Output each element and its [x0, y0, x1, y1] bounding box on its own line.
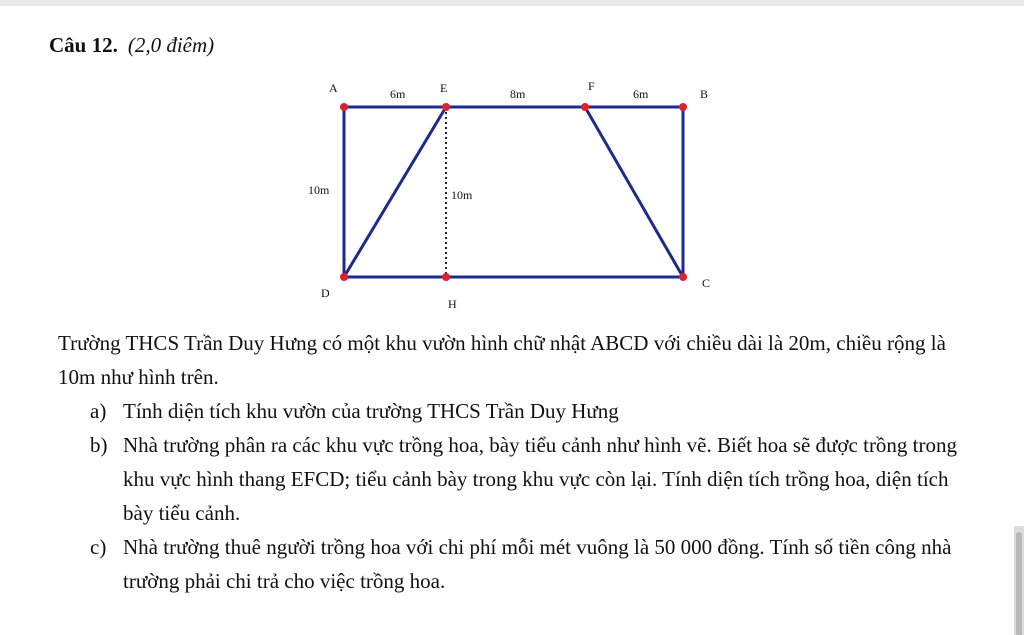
segment-fc [585, 107, 683, 277]
length-ad: 10m [308, 183, 330, 197]
label-b: B [700, 87, 709, 101]
length-ef: 8m [510, 87, 526, 101]
question-heading [49, 32, 214, 58]
problem-text [58, 326, 978, 598]
label-c: C [702, 276, 711, 290]
item-marker: c) [90, 535, 107, 559]
segment-ed [344, 107, 446, 277]
item-text: Nhà trường thuê người trồng hoa với chi phí mỗi mét vuông là 50 000 đồng. Tính số tiền công nhà trường phải chi trả cho việc trồng hoa. [123, 535, 952, 593]
geometry-figure [290, 68, 740, 318]
label-e: E [440, 81, 448, 95]
sub-question-b [58, 428, 978, 530]
rectangle-diagram [290, 68, 740, 318]
label-f: F [588, 79, 595, 93]
point-b [679, 103, 687, 111]
sub-question-c [58, 530, 978, 598]
label-d: D [321, 286, 330, 300]
label-a: A [329, 81, 338, 95]
intro-paragraph: Trường THCS Trần Duy Hưng có một khu vườn hình chữ nhật ABCD với chiều dài là 20m, chiều rộng là 10m như hình trên. [58, 331, 946, 389]
length-fb: 6m [633, 87, 649, 101]
scrollbar-thumb[interactable] [1016, 532, 1022, 635]
item-marker: b) [90, 433, 108, 457]
point-e [442, 103, 450, 111]
question-number: Câu 12. [49, 33, 118, 57]
sub-question-a [58, 394, 978, 428]
point-h [442, 273, 450, 281]
item-text: Nhà trường phân ra các khu vực trồng hoa, bày tiểu cảnh như hình vẽ. Biết hoa sẽ được trồng trong khu vực hình thang EFCD; tiểu cảnh bày trong khu vực còn lại. Tính diện tích trồng hoa, diện tích bày tiểu cảnh. [123, 433, 958, 525]
label-h: H [448, 297, 457, 311]
question-points: (2,0 điêm) [127, 33, 215, 57]
vertical-scrollbar[interactable] [1014, 526, 1024, 635]
length-ae: 6m [390, 87, 406, 101]
point-d [340, 273, 348, 281]
point-c [679, 273, 687, 281]
item-marker: a) [90, 399, 107, 423]
point-f [581, 103, 589, 111]
item-text: Tính diện tích khu vườn của trường THCS Trần Duy Hưng [123, 399, 619, 423]
length-eh: 10m [451, 188, 473, 202]
point-a [340, 103, 348, 111]
sub-questions [58, 394, 978, 598]
